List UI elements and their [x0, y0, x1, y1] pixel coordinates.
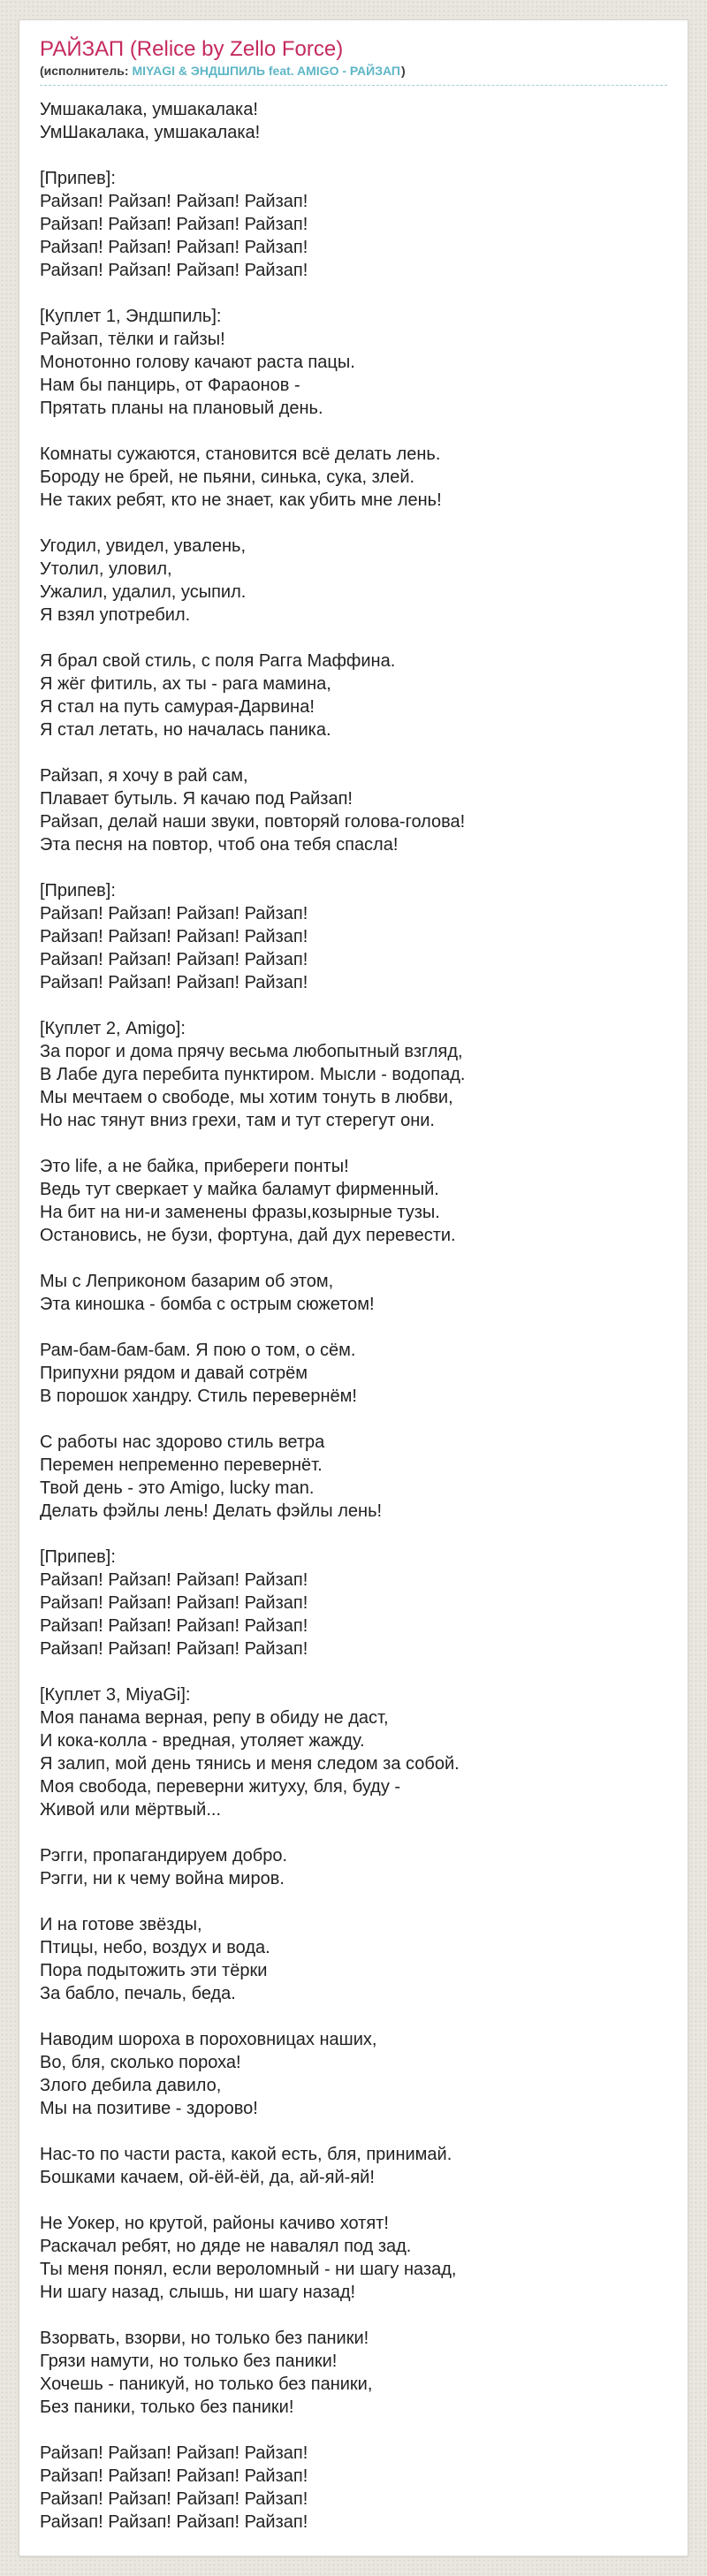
artist-suffix: ) — [400, 64, 406, 78]
lyrics-line: Не таких ребят, кто не знает, как убить мне лень! — [40, 490, 442, 510]
lyrics-line: Пора подытожить эти тёрки — [40, 1961, 268, 1980]
lyrics-line: Бошками качаем, ой-ёй-ёй, да, ай-яй-яй! — [40, 2168, 375, 2187]
lyrics-line: С работы нас здорово стиль ветра — [40, 1432, 325, 1452]
lyrics-line: В порошок хандру. Стиль перевернём! — [40, 1387, 357, 1406]
lyrics-line: Но нас тянут вниз грехи, там и тут стерегут они. — [40, 1111, 435, 1130]
lyrics-line: Райзап! Райзап! Райзап! Райзап! — [40, 238, 308, 257]
lyrics-stanza — [40, 1339, 667, 1408]
lyrics-line: Райзап! Райзап! Райзап! Райзап! — [40, 973, 308, 992]
lyrics-line: В Лабе дуга перебита пунктиром. Мысли - водопад. — [40, 1065, 466, 1084]
lyrics-line: Комнаты сужаются, становится всё делать лень. — [40, 445, 441, 464]
lyrics-line: Я стал на путь самурая-Дарвина! — [40, 697, 315, 717]
lyrics-line: За порог и дома прячу весьма любопытный взгляд, — [40, 1042, 463, 1061]
lyrics-stanza — [40, 98, 667, 144]
lyrics-line: Угодил, увидел, увалень, — [40, 536, 247, 556]
lyrics-line: Эта киношка - бомба с острым сюжетом! — [40, 1295, 375, 1314]
lyrics-line: Ни шагу назад, слышь, ни шагу назад! — [40, 2283, 356, 2302]
lyrics-line: [Куплет 1, Эндшпиль]: — [40, 307, 222, 326]
lyrics-line: Райзап! Райзап! Райзап! Райзап! — [40, 1570, 308, 1590]
lyrics-line: Остановись, не бузи, фортуна, дай дух перевести. — [40, 1226, 456, 1245]
artist-line — [40, 63, 667, 85]
lyrics-stanza — [40, 167, 667, 282]
lyrics-stanza — [40, 535, 667, 627]
lyrics-line: Раскачал ребят, но дяде не навалял под зад. — [40, 2237, 412, 2256]
lyrics-line: Без паники, только без паники! — [40, 2397, 294, 2417]
lyrics-card — [19, 19, 688, 2557]
lyrics-stanza — [40, 1913, 667, 2005]
lyrics-line: Хочешь - паникуй, но только без паники, — [40, 2375, 373, 2394]
lyrics-line: Злого дебила давило, — [40, 2076, 222, 2095]
lyrics-line: Райзап! Райзап! Райзап! Райзап! — [40, 904, 308, 923]
lyrics-stanza — [40, 2327, 667, 2419]
lyrics-stanza — [40, 2028, 667, 2120]
lyrics-line: Райзап, тёлки и гайзы! — [40, 330, 225, 349]
lyrics-line: Райзап! Райзап! Райзап! Райзап! — [40, 2512, 308, 2532]
lyrics-line: Я взял употребил. — [40, 605, 191, 625]
lyrics-line: [Припев]: — [40, 881, 116, 900]
lyrics-line: Райзап! Райзап! Райзап! Райзап! — [40, 950, 308, 969]
lyrics-line: Райзап! Райзап! Райзап! Райзап! — [40, 2443, 308, 2463]
lyrics-line: Нас-то по части раста, какой есть, бля, принимай. — [40, 2145, 452, 2164]
lyrics-stanza — [40, 1017, 667, 1132]
lyrics-line: Ведь тут сверкает у майка баламут фирменный. — [40, 1180, 439, 1199]
lyrics-line: Я стал летать, но началась паника. — [40, 720, 331, 740]
lyrics-line: Рам-бам-бам-бам. Я пою о том, о сём. — [40, 1341, 356, 1360]
lyrics-line: На бит на ни-и заменены фразы,козырные тузы. — [40, 1203, 440, 1222]
lyrics-stanza — [40, 650, 667, 741]
lyrics-line: Монотонно голову качают раста пацы. — [40, 353, 355, 372]
lyrics-line: Я жёг фитиль, ах ты - рага мамина, — [40, 674, 331, 694]
lyrics — [40, 98, 667, 2534]
lyrics-line: Райзап! Райзап! Райзап! Райзап! — [40, 2489, 308, 2509]
lyrics-line: За бабло, печаль, беда. — [40, 1984, 236, 2003]
lyrics-line: Плавает бутыль. Я качаю под Райзап! — [40, 789, 353, 809]
lyrics-line: УмШакалака, умшакалака! — [40, 123, 261, 142]
lyrics-line: Не Уокер, но крутой, районы качиво хотят! — [40, 2214, 389, 2233]
lyrics-line: Это life, а не байка, прибереги понты! — [40, 1157, 349, 1176]
lyrics-line: [Припев]: — [40, 169, 116, 188]
artist-label: (исполнитель: — [40, 64, 129, 78]
lyrics-line: Моя свобода, переверни житуху, бля, буду - — [40, 1777, 401, 1797]
lyrics-line: [Куплет 3, MiyaGi]: — [40, 1685, 191, 1705]
lyrics-line: Эта песня на повтор, чтоб она тебя спасла! — [40, 835, 399, 855]
lyrics-line: Райзап! Райзап! Райзап! Райзап! — [40, 1593, 308, 1613]
lyrics-line: Рэгги, пропагандируем добро. — [40, 1846, 288, 1866]
lyrics-line: Райзап! Райзап! Райзап! Райзап! — [40, 2466, 308, 2486]
lyrics-stanza — [40, 1431, 667, 1523]
lyrics-line: Райзап! Райзап! Райзап! Райзап! — [40, 927, 308, 946]
lyrics-line: Грязи намути, но только без паники! — [40, 2352, 338, 2371]
lyrics-line: Делать фэйлы лень! Делать фэйлы лень! — [40, 1501, 383, 1521]
lyrics-line: Живой или мёртвый... — [40, 1800, 222, 1820]
lyrics-line: Райзап! Райзап! Райзап! Райзап! — [40, 215, 308, 234]
lyrics-stanza — [40, 2442, 667, 2534]
lyrics-line: Взорвать, взорви, но только без паники! — [40, 2329, 369, 2348]
lyrics-line: Твой день - это Amigo, lucky man. — [40, 1478, 315, 1498]
lyrics-stanza — [40, 2143, 667, 2189]
lyrics-line: Ужалил, удалил, усыпил. — [40, 582, 247, 602]
lyrics-stanza — [40, 305, 667, 420]
lyrics-line: Райзап, делай наши звуки, повторяй голова-голова! — [40, 812, 466, 832]
lyrics-line: Бороду не брей, не пьяни, синька, сука, злей. — [40, 467, 415, 487]
lyrics-line: Я залип, мой день тянись и меня следом за собой. — [40, 1754, 460, 1774]
lyrics-stanza — [40, 1546, 667, 1660]
lyrics-line: Райзап, я хочу в рай сам, — [40, 766, 248, 786]
artist-link[interactable]: MIYAGI & ЭНДШПИЛЬ feat. AMIGO - РАЙЗАП — [132, 64, 400, 78]
lyrics-line: Райзап! Райзап! Райзап! Райзап! — [40, 261, 308, 280]
lyrics-stanza — [40, 879, 667, 994]
lyrics-line: Мы на позитиве - здорово! — [40, 2099, 258, 2118]
lyrics-line: Утолил, уловил, — [40, 559, 172, 579]
lyrics-line: Моя панама верная, репу в обиду не даст, — [40, 1708, 389, 1728]
lyrics-stanza — [40, 1844, 667, 1890]
lyrics-stanza — [40, 2212, 667, 2304]
lyrics-line: Я брал свой стиль, с поля Рагга Маффина. — [40, 651, 396, 671]
lyrics-line: Мы мечтаем о свободе, мы хотим тонуть в любви, — [40, 1088, 453, 1107]
lyrics-stanza — [40, 1270, 667, 1316]
lyrics-line: И на готове звёзды, — [40, 1915, 202, 1934]
lyrics-line: Райзап! Райзап! Райзап! Райзап! — [40, 192, 308, 211]
lyrics-line: Умшакалака, умшакалака! — [40, 100, 258, 119]
lyrics-line: Райзап! Райзап! Райзап! Райзап! — [40, 1616, 308, 1636]
lyrics-line: Во, бля, сколько пороха! — [40, 2053, 241, 2072]
lyrics-line: [Припев]: — [40, 1547, 116, 1567]
lyrics-stanza — [40, 1155, 667, 1247]
lyrics-line: Ты меня понял, если вероломный - ни шагу назад, — [40, 2260, 457, 2279]
lyrics-line: Птицы, небо, воздух и вода. — [40, 1938, 270, 1957]
lyrics-line: Припухни рядом и давай сотрём — [40, 1364, 308, 1383]
lyrics-line: [Куплет 2, Amigo]: — [40, 1019, 186, 1038]
lyrics-stanza — [40, 443, 667, 512]
lyrics-line: Наводим шороха в пороховницах наших, — [40, 2030, 377, 2049]
lyrics-line: Прятать планы на плановый день. — [40, 399, 323, 418]
lyrics-line: И кока-колла - вредная, утоляет жажду. — [40, 1731, 365, 1751]
lyrics-line: Мы с Леприконом базарим об этом, — [40, 1272, 334, 1291]
lyrics-stanza — [40, 1683, 667, 1821]
dashed-divider — [40, 85, 667, 86]
lyrics-stanza — [40, 764, 667, 856]
lyrics-line: Нам бы панцирь, от Фараонов - — [40, 376, 300, 395]
lyrics-line: Перемен непременно перевернёт. — [40, 1455, 323, 1475]
song-title: РАЙЗАП (Relice by Zello Force) — [40, 37, 344, 61]
lyrics-line: Райзап! Райзап! Райзап! Райзап! — [40, 1639, 308, 1659]
lyrics-line: Рэгги, ни к чему война миров. — [40, 1869, 285, 1888]
